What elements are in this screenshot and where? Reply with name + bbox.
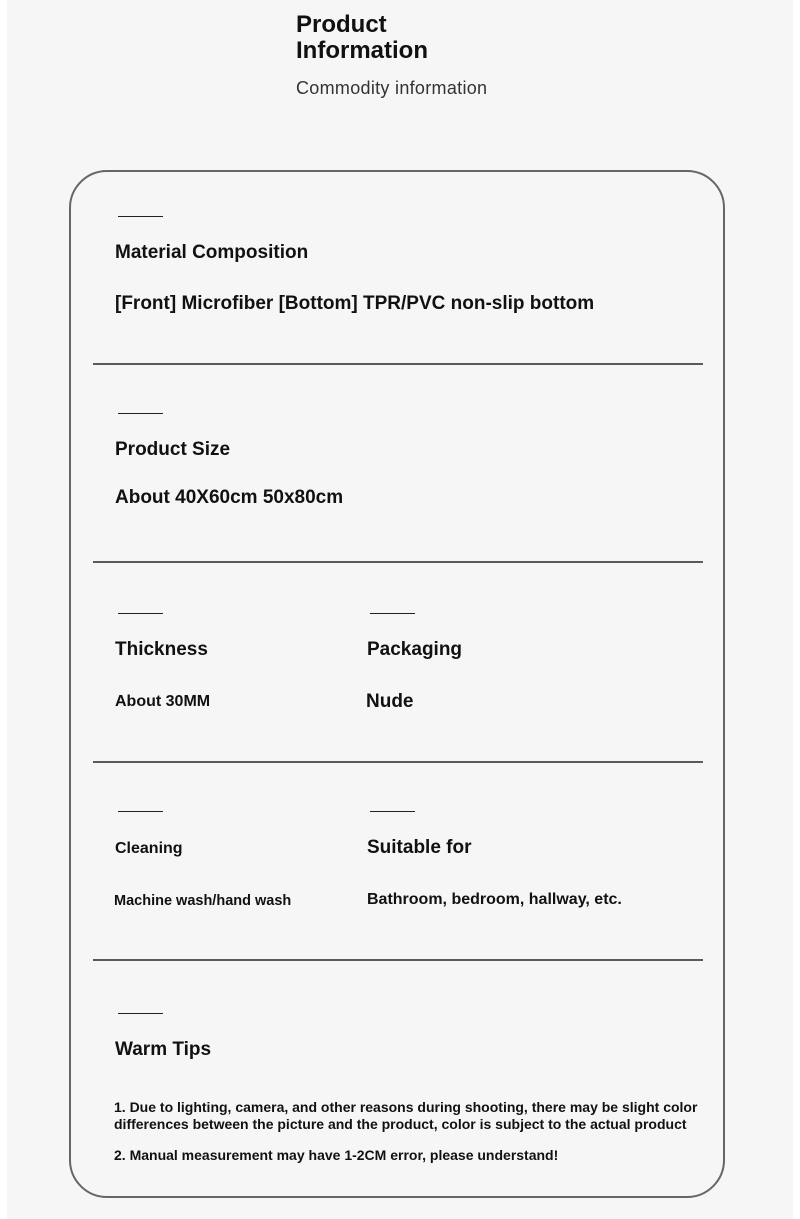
- page-title: Product Information: [296, 11, 428, 64]
- section-divider-dash: [118, 413, 163, 414]
- info-card: [69, 170, 725, 1198]
- tips-label: Warm Tips: [115, 1039, 212, 1060]
- page-subtitle: Commodity information: [296, 78, 488, 98]
- size-label: Product Size: [115, 439, 231, 460]
- page-header: [296, 12, 487, 99]
- cleaning-label: Cleaning: [115, 840, 183, 857]
- cleaning-value: Machine wash/hand wash: [114, 893, 292, 909]
- packaging-value: Nude: [366, 691, 414, 712]
- section-divider-dash: [118, 613, 163, 614]
- thickness-packaging-section: [93, 563, 703, 763]
- material-label: Material Composition: [115, 242, 309, 263]
- tip-item-2: 2. Manual measurement may have 1-2CM error, please understand!: [114, 1147, 559, 1163]
- material-section: [93, 172, 703, 365]
- size-section: [93, 365, 703, 563]
- section-divider-dash: [370, 811, 415, 812]
- material-value: [Front] Microfiber [Bottom] TPR/PVC non-slip bottom: [115, 293, 595, 314]
- packaging-label: Packaging: [367, 639, 463, 660]
- tip-item-1: 1. Due to lighting, camera, and other reasons during shooting, there may be slight color differences between the picture and the product, color is subject to the actual product: [114, 1099, 698, 1132]
- section-divider-dash: [118, 1013, 163, 1014]
- thickness-value: About 30MM: [115, 693, 211, 710]
- suitable-label: Suitable for: [367, 837, 472, 858]
- tips-section: [93, 961, 703, 1191]
- section-divider-dash: [118, 216, 163, 217]
- thickness-label: Thickness: [115, 639, 208, 660]
- section-divider-dash: [118, 811, 163, 812]
- size-value: About 40X60cm 50x80cm: [115, 487, 344, 508]
- suitable-value: Bathroom, bedroom, hallway, etc.: [367, 891, 622, 908]
- cleaning-suitable-section: [93, 763, 703, 961]
- section-divider-dash: [370, 613, 415, 614]
